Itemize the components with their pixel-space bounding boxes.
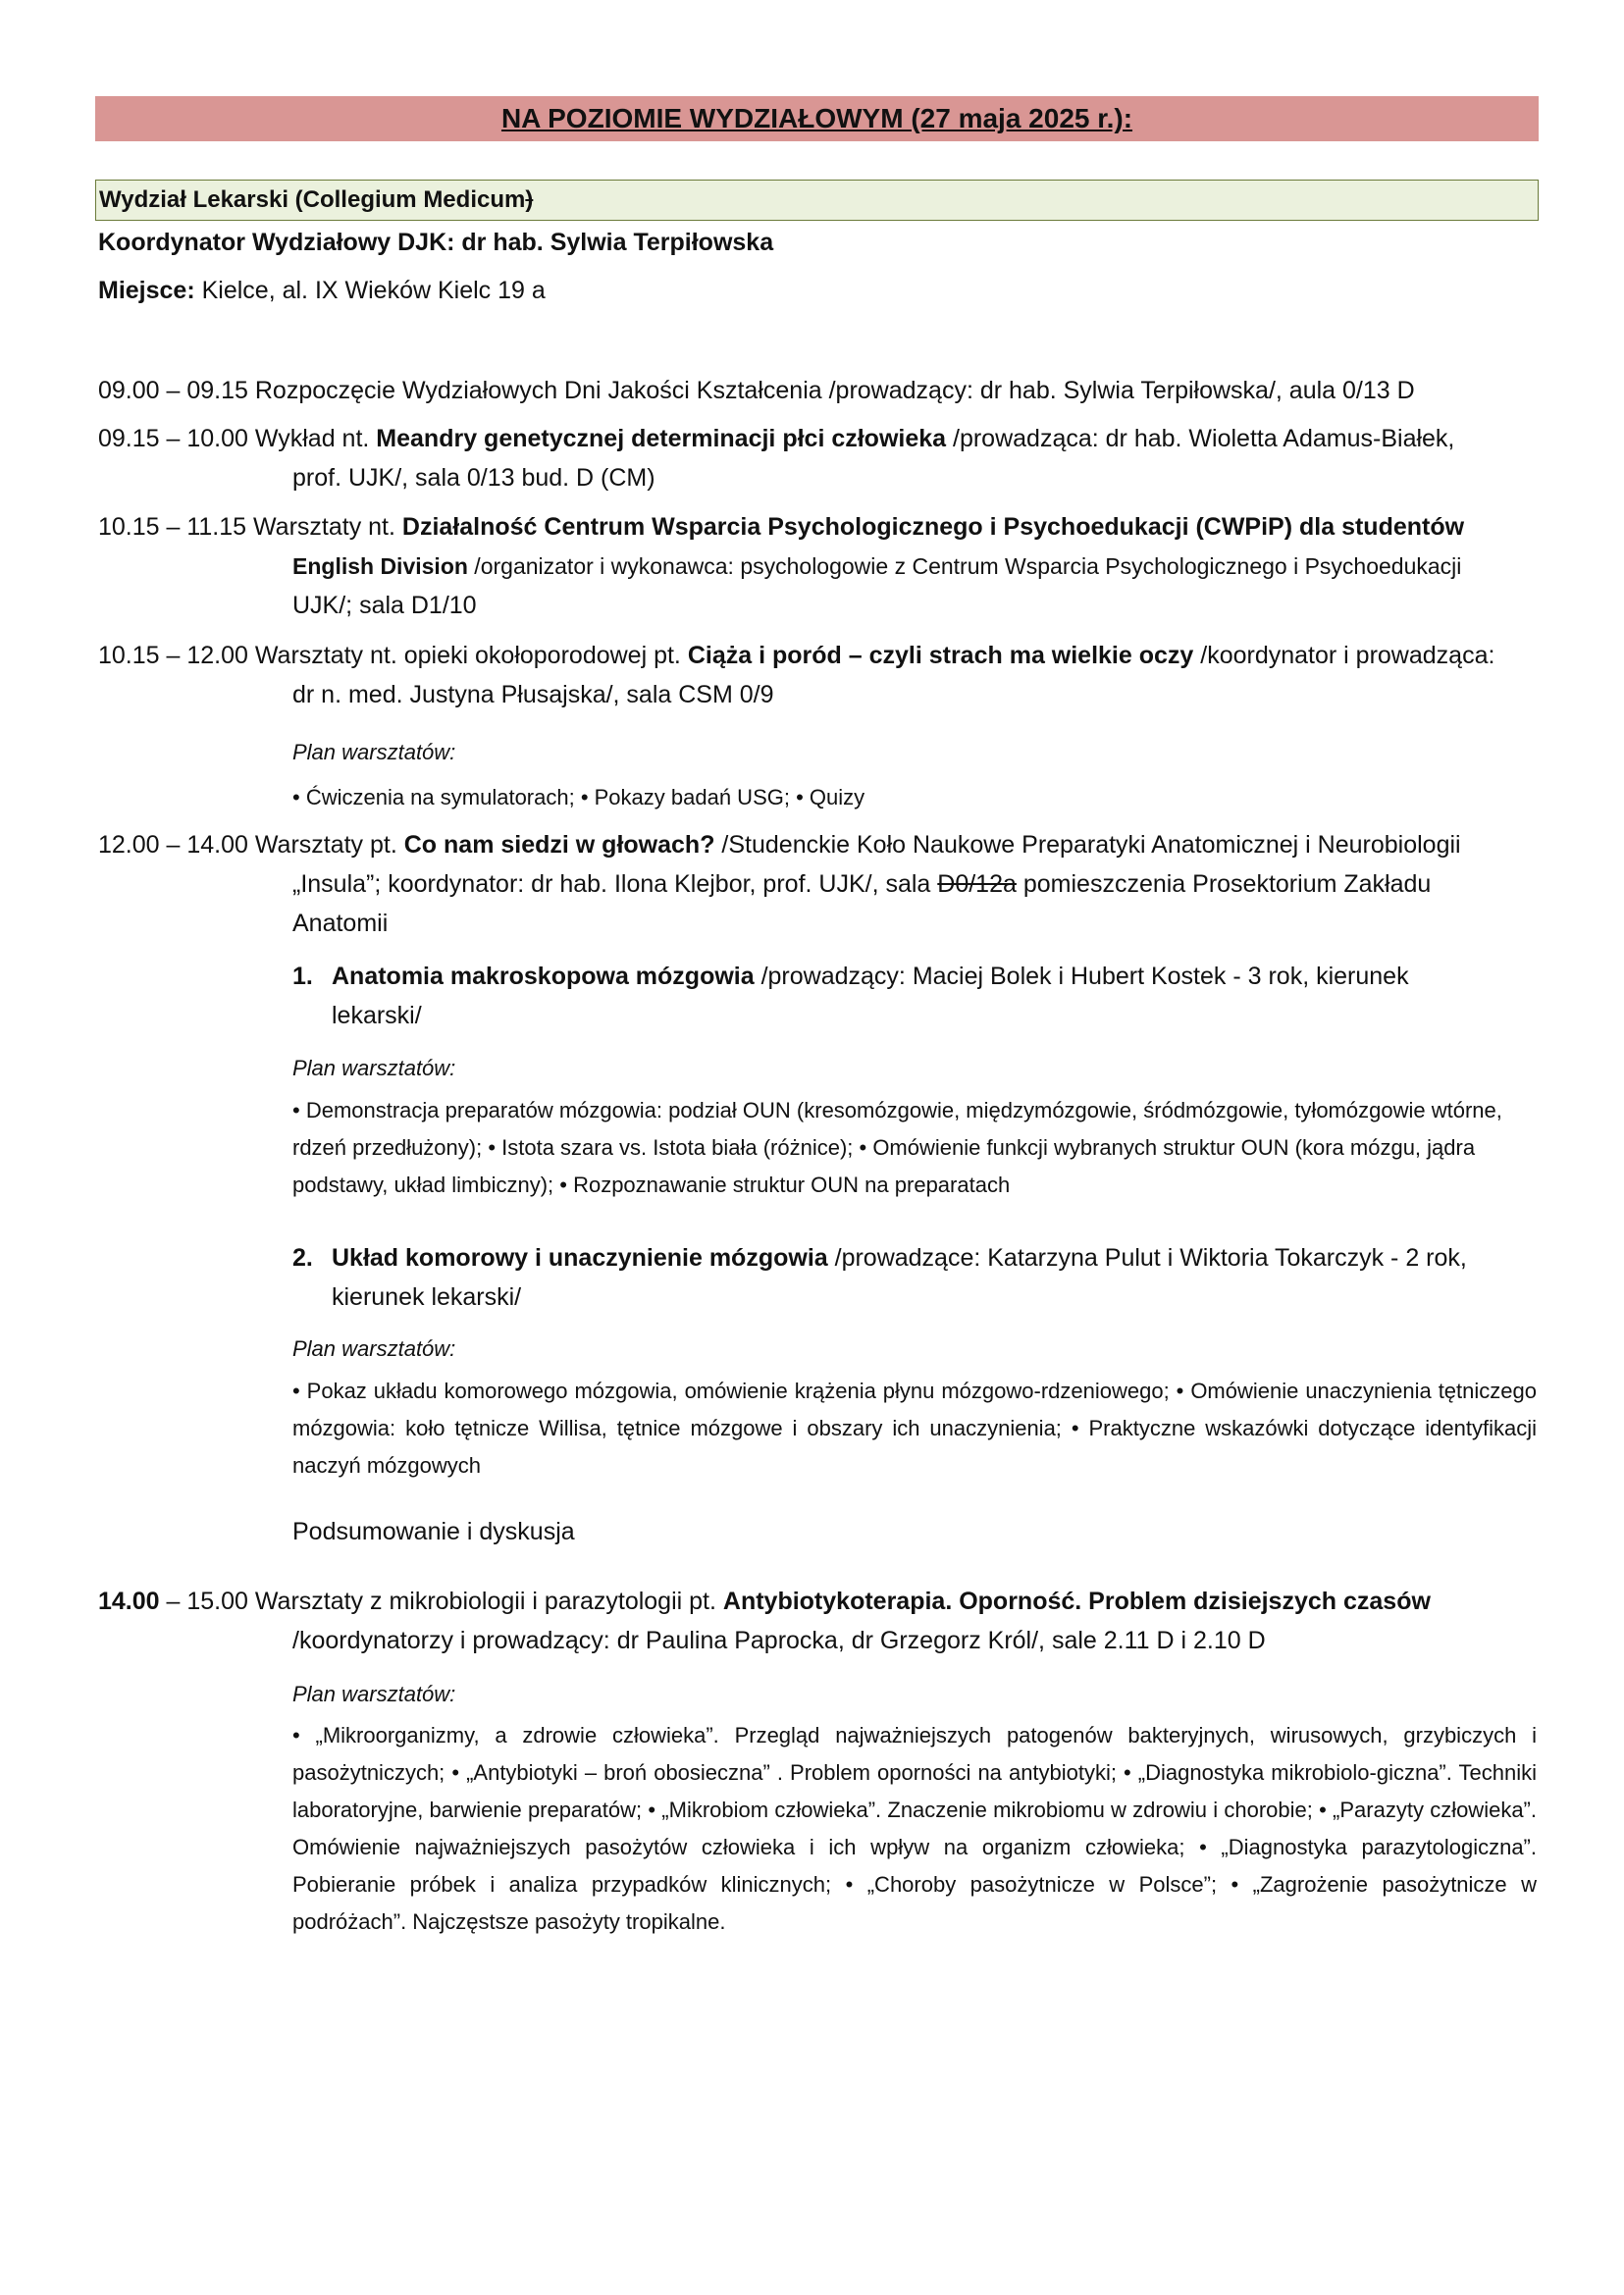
entry-time: 09.00 – 09.15 — [98, 377, 248, 404]
entry-text: Warsztaty nt. — [246, 513, 402, 541]
entry-time: 10.15 – 11.15 — [98, 513, 247, 541]
entry-line — [98, 864, 1541, 904]
entry-line — [98, 1582, 1541, 1621]
entry-text: /koordynatorzy i prowadzący: dr Paulina Paprocka, dr Grzegorz Król/, sale 2.11 D i 2.10 D — [292, 1627, 1266, 1654]
entry-text: Wykład nt. — [247, 425, 377, 452]
entry-line — [98, 419, 1541, 458]
entry-title: English Division — [292, 553, 468, 579]
entry-title: Działalność Centrum Wsparcia Psychologicznego i Psychoedukacji (CWPiP) dla studentów — [401, 513, 1465, 541]
schedule-entry — [98, 1582, 1541, 1660]
faculty-name-text: Wydział Lekarski (Collegium Medicum — [99, 186, 526, 213]
schedule-entry — [98, 825, 1541, 943]
entry-text: Warsztaty pt. — [247, 831, 404, 859]
summary-text: Podsumowanie i dyskusja — [292, 1518, 575, 1545]
entry-text: prof. UJK/, sala 0/13 bud. D (CM) — [292, 464, 655, 492]
entry-time-start: 14.00 — [98, 1588, 160, 1615]
page-title: NA POZIOMIE WYDZIAŁOWYM (27 maja 2025 r.): — [500, 103, 1133, 133]
plan-label: Plan warsztatów: — [292, 1336, 456, 1361]
entry-line — [98, 507, 1541, 547]
plan-label: Plan warsztatów: — [292, 1682, 456, 1706]
entry-title: Ciąża i poród – czyli strach ma wielkie oczy — [687, 642, 1194, 669]
subitem-text: kierunek lekarski/ — [332, 1283, 522, 1311]
entry-text: UJK/; sala D1/10 — [292, 592, 477, 619]
schedule-entry — [98, 636, 1541, 714]
subitem-number: 1. — [292, 963, 313, 990]
plan-bullets: • Pokaz układu komorowego mózgowia, omówienie krążenia płynu mózgowo-rdzeniowego; • Omówienie unaczynienia tętniczego mózgowia: koło tętnicze Willisa, tętnice mózgowe i obszary ich unaczynienia; • Praktyczne wskazówki dotyczące identyfikacji naczyń mózgowych — [292, 1379, 1537, 1478]
plan-bullets: • Ćwiczenia na symulatorach; • Pokazy badań USG; • Quizy — [292, 785, 865, 809]
workshop-subitem — [292, 1238, 1537, 1317]
schedule-entry — [98, 419, 1541, 497]
faculty-name-struck: ) — [525, 186, 534, 213]
entry-text: Warsztaty z mikrobiologii i parazytologii pt. — [247, 1588, 723, 1615]
subitem-title: Anatomia makroskopowa mózgowia — [332, 963, 755, 990]
entry-text: Warsztaty nt. opieki okołoporodowej pt. — [247, 642, 688, 669]
entry-text: /organizator i wykonawca: psychologowie z Centrum Wsparcia Psychologicznego i Psychoedukacji — [467, 553, 1462, 579]
place-label: Miejsce: — [98, 277, 195, 304]
struck-room: D0/12a — [937, 870, 1017, 898]
schedule-entry — [98, 507, 1541, 625]
entry-text: Rozpoczęcie Wydziałowych Dni Jakości Kształcenia /prowadzący: dr hab. Sylwia Terpiłowska/, aula 0/13 D — [247, 377, 1415, 404]
entry-title: Meandry genetycznej determinacji płci człowieka — [376, 425, 947, 452]
entry-time-end: – 15.00 — [159, 1588, 248, 1615]
plan-bullets: • „Mikroorganizmy, a zdrowie człowieka”. Przegląd najważniejszych patogenów bakteryjnych, wirusowych, grzybiczych i pasożytniczych; • „Antybiotyki – broń obosieczna” . Problem oporności na antybiotyki; • „Diagnostyka mikrobiolo-giczna”. Techniki laboratoryjne, barwienie preparatów; • „Mikrobiom człowieka”. Znaczenie mikrobiomu w zdrowiu i chorobie; • „Parazyty człowieka”. Omówienie najważniejszych pasożytów człowieka i ich wpływ na organizm człowieka; • „Diagnostyka parazytologiczna”. Pobieranie próbek i analiza przypadków klinicznych; • „Choroby pasożytnicze w Polsce”; • „Zagrożenie pasożytnicze w podróżach”. Najczęstsze pasożyty tropikalne. — [292, 1723, 1537, 1934]
plan-label: Plan warsztatów: — [292, 1056, 456, 1080]
entry-time: 12.00 – 14.00 — [98, 831, 248, 859]
entry-time: 10.15 – 12.00 — [98, 642, 248, 669]
entry-title: Antybiotykoterapia. Oporność. Problem dzisiejszych czasów — [722, 1588, 1431, 1615]
faculty-coordinator: Koordynator Wydziałowy DJK: dr hab. Sylwia Terpiłowska — [98, 229, 774, 256]
plan-bullets: • Demonstracja preparatów mózgowia: podział OUN (kresomózgowie, międzymózgowie, śródmózgowie, tyłomózgowie wtórne, rdzeń przedłużony); • Istota szara vs. Istota biała (różnice); • Omówienie funkcji wybranych struktur OUN (kora mózgu, jądra podstawy, układ limbiczny); • Rozpoznawanie struktur OUN na preparatach — [292, 1098, 1502, 1197]
faculty-header — [95, 180, 1539, 221]
subitem-text: lekarski/ — [332, 1002, 422, 1029]
faculty-name — [96, 186, 533, 214]
subitem-text: /prowadzący: Maciej Bolek i Hubert Kostek - 3 rok, kierunek — [754, 963, 1409, 990]
entry-text: „Insula”; koordynator: dr hab. Ilona Klejbor, prof. UJK/, sala — [292, 870, 938, 898]
workshop-subitem — [292, 957, 1537, 1035]
faculty-place — [98, 277, 546, 305]
schedule-entry — [98, 371, 1541, 410]
subitem-number: 2. — [292, 1244, 313, 1272]
entry-line — [98, 825, 1541, 864]
entry-text: dr n. med. Justyna Płusajska/, sala CSM 0/9 — [292, 681, 774, 708]
entry-time: 09.15 – 10.00 — [98, 425, 248, 452]
page-title-bar — [95, 96, 1539, 141]
entry-text: pomieszczenia Prosektorium Zakładu — [1016, 870, 1432, 898]
entry-text: /Studenckie Koło Naukowe Preparatyki Anatomicznej i Neurobiologii — [714, 831, 1461, 859]
plan-label: Plan warsztatów: — [292, 740, 456, 764]
entry-text: /prowadząca: dr hab. Wioletta Adamus-Białek, — [946, 425, 1455, 452]
entry-text: Anatomii — [292, 910, 389, 937]
entry-line — [98, 547, 1541, 586]
entry-line — [98, 636, 1541, 675]
subitem-text: /prowadzące: Katarzyna Pulut i Wiktoria Tokarczyk - 2 rok, — [827, 1244, 1467, 1272]
place-value: Kielce, al. IX Wieków Kielc 19 a — [194, 277, 546, 304]
subitem-title: Układ komorowy i unaczynienie mózgowia — [332, 1244, 828, 1272]
entry-text: /koordynator i prowadząca: — [1193, 642, 1495, 669]
entry-title: Co nam siedzi w głowach? — [403, 831, 715, 859]
